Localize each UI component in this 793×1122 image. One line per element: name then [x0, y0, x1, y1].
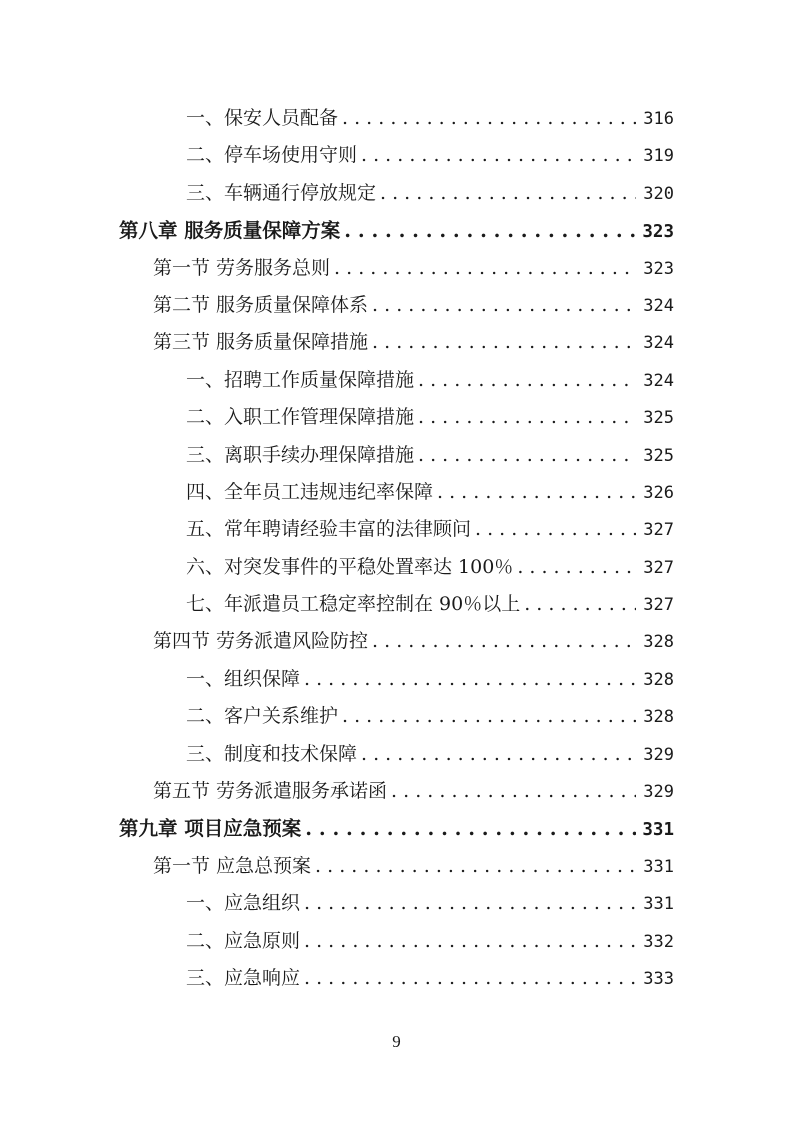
dot-leader [304, 960, 636, 997]
dot-leader [418, 362, 636, 399]
toc-entry[interactable] [0, 736, 793, 773]
toc-entry-title: 三、离职手续办理保障措施 [186, 443, 415, 466]
toc-entry-page: 328 [643, 707, 674, 728]
dot-leader [334, 250, 636, 287]
toc-entry[interactable] [0, 511, 793, 548]
toc-entry-page: 333 [643, 968, 674, 989]
toc-entry-title: 七、年派遣员工稳定率控制在 90％以上 [186, 593, 521, 616]
toc-section-page: 331 [643, 856, 674, 877]
table-of-contents [0, 100, 793, 997]
toc-entry[interactable] [0, 549, 793, 586]
toc-chapter-page: 331 [642, 820, 674, 841]
toc-section-page: 329 [643, 782, 674, 803]
toc-entry-title: 一、应急组织 [186, 892, 301, 915]
toc-section-page: 324 [643, 295, 674, 316]
toc-section-entry[interactable] [0, 773, 793, 810]
dot-leader [304, 661, 636, 698]
dot-leader [372, 324, 636, 361]
toc-entry-title: 二、客户关系维护 [186, 705, 339, 728]
toc-entry-page: 331 [643, 894, 674, 915]
toc-entry-page: 332 [643, 931, 674, 952]
toc-entry[interactable] [0, 137, 793, 174]
dot-leader [380, 175, 636, 212]
toc-entry[interactable] [0, 474, 793, 511]
toc-entry-page: 328 [643, 669, 674, 690]
toc-section-title: 第五节 劳务派遣服务承诺函 [153, 780, 388, 803]
dot-leader [418, 399, 636, 436]
toc-entry-page: 327 [643, 520, 674, 541]
page-number: 9 [392, 1032, 401, 1051]
toc-section-entry[interactable] [0, 250, 793, 287]
toc-chapter-entry[interactable] [0, 810, 793, 847]
dot-leader [372, 287, 636, 324]
dot-leader [315, 848, 636, 885]
toc-section-entry[interactable] [0, 324, 793, 361]
dot-leader [342, 100, 636, 137]
toc-entry-title: 三、应急响应 [186, 966, 301, 989]
dot-leader [305, 810, 636, 847]
dot-leader [372, 623, 636, 660]
dot-leader [361, 137, 636, 174]
toc-entry-page: 327 [643, 595, 674, 616]
toc-entry[interactable] [0, 960, 793, 997]
toc-entry-title: 一、组织保障 [186, 667, 301, 690]
toc-section-title: 第四节 劳务派遣风险防控 [153, 630, 369, 653]
toc-entry[interactable] [0, 698, 793, 735]
toc-entry[interactable] [0, 175, 793, 212]
toc-chapter-page: 323 [642, 222, 674, 243]
toc-section-entry[interactable] [0, 623, 793, 660]
toc-entry-title: 五、常年聘请经验丰富的法律顾问 [186, 518, 472, 541]
dot-leader [344, 212, 636, 249]
toc-section-page: 328 [643, 632, 674, 653]
dot-leader [524, 586, 636, 623]
toc-entry[interactable] [0, 885, 793, 922]
dot-leader [304, 923, 636, 960]
toc-entry-title: 二、入职工作管理保障措施 [186, 406, 415, 429]
toc-entry-title: 三、制度和技术保障 [186, 742, 358, 765]
toc-entry-title: 一、招聘工作质量保障措施 [186, 368, 415, 391]
toc-chapter-title: 第八章 服务质量保障方案 [119, 219, 341, 243]
toc-entry[interactable] [0, 661, 793, 698]
toc-entry[interactable] [0, 362, 793, 399]
toc-entry-title: 六、对突发事件的平稳处置率达 100％ [186, 555, 514, 578]
toc-entry-title: 二、停车场使用守则 [186, 144, 358, 167]
dot-leader [391, 773, 636, 810]
toc-section-page: 324 [643, 333, 674, 354]
toc-section-title: 第一节 劳务服务总则 [153, 256, 331, 279]
toc-section-title: 第三节 服务质量保障措施 [153, 331, 369, 354]
toc-entry-page: 326 [643, 482, 674, 503]
dot-leader [418, 437, 636, 474]
toc-entry-page: 327 [643, 557, 674, 578]
toc-entry[interactable] [0, 100, 793, 137]
toc-section-page: 323 [643, 258, 674, 279]
toc-entry-title: 一、保安人员配备 [186, 107, 339, 129]
toc-section-entry[interactable] [0, 287, 793, 324]
toc-entry-title: 三、车辆通行停放规定 [186, 181, 377, 204]
toc-entry[interactable] [0, 586, 793, 623]
dot-leader [304, 885, 636, 922]
toc-chapter-title: 第九章 项目应急预案 [119, 817, 302, 841]
toc-section-title: 第一节 应急总预案 [153, 854, 312, 877]
toc-entry-page: 316 [643, 109, 674, 129]
toc-entry-title: 二、应急原则 [186, 929, 301, 952]
toc-entry-page: 329 [643, 744, 674, 765]
toc-entry[interactable] [0, 923, 793, 960]
dot-leader [437, 474, 636, 511]
toc-entry-page: 320 [643, 183, 674, 204]
toc-section-entry[interactable] [0, 848, 793, 885]
toc-entry-title: 四、全年员工违规违纪率保障 [186, 480, 434, 503]
toc-entry-page: 319 [643, 146, 674, 167]
toc-entry[interactable] [0, 437, 793, 474]
toc-section-title: 第二节 服务质量保障体系 [153, 293, 369, 316]
dot-leader [517, 549, 636, 586]
toc-entry-page: 325 [643, 408, 674, 429]
toc-chapter-entry[interactable] [0, 212, 793, 249]
toc-entry[interactable] [0, 399, 793, 436]
toc-entry-page: 325 [643, 445, 674, 466]
toc-entry-page: 324 [643, 370, 674, 391]
dot-leader [342, 698, 636, 735]
dot-leader [475, 511, 636, 548]
dot-leader [361, 736, 636, 773]
